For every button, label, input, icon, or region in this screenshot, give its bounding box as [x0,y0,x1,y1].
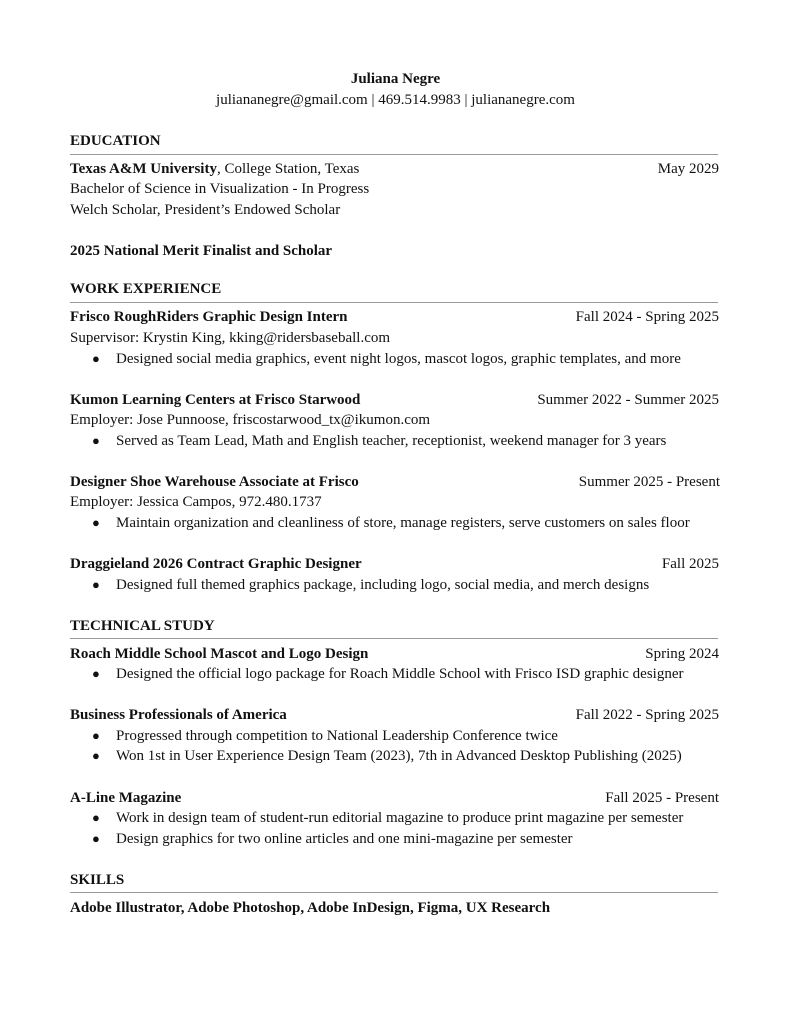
study-title-row [70,788,719,808]
graduation-date: May 2029 [657,161,719,177]
skills-heading: SKILLS [70,872,125,888]
job-title: Frisco RoughRiders Graphic Design Intern [70,309,348,325]
education-heading: EDUCATION [70,133,161,149]
job-title-row [70,554,719,574]
job-title: Designer Shoe Warehouse Associate at Frisco [70,474,359,490]
bullet-icon: ● [92,748,100,763]
section-divider [70,302,718,303]
job-contact: Supervisor: Krystin King, kking@ridersbaseball.com [70,330,391,346]
job-date: Fall 2025 [661,556,719,572]
list-item: ● Designed the official logo package for Roach Middle School with Frisco ISD graphic designer [92,666,684,682]
bullet-icon: ● [92,666,100,681]
section-divider [70,892,718,893]
list-item: ● Designed full themed graphics package, including logo, social media, and merch designs [92,577,650,593]
study-title: Business Professionals of America [70,707,287,723]
technical-study-heading: TECHNICAL STUDY [70,618,215,634]
work-experience-heading: WORK EXPERIENCE [70,281,222,297]
list-item: ● Won 1st in User Experience Design Team (2023), 7th in Advanced Desktop Publishing (2025) [92,748,682,764]
study-title-row [70,705,719,725]
job-contact: Employer: Jose Punnoose, friscostarwood_tx@ikumon.com [70,412,431,428]
study-title: A-Line Magazine [70,790,182,806]
school-location: , College Station, Texas [216,161,360,177]
applicant-name: Juliana Negre [350,71,441,87]
study-date: Fall 2022 - Spring 2025 [575,707,719,723]
list-item: ● Progressed through competition to National Leadership Conference twice [92,728,558,744]
education-school-row [70,159,719,179]
bullet-icon: ● [92,433,100,448]
bullet-icon: ● [92,577,100,592]
bullet-icon: ● [92,810,100,825]
section-divider [70,154,718,155]
section-divider [70,638,718,639]
job-title-row [70,472,720,492]
list-item: ● Work in design team of student-run editorial magazine to produce print magazine per semester [92,810,684,826]
bullet-icon: ● [92,831,100,846]
job-title-row [70,390,719,410]
skills-list: Adobe Illustrator, Adobe Photoshop, Adobe InDesign, Figma, UX Research [70,900,551,916]
list-item: ● Served as Team Lead, Math and English teacher, receptionist, weekend manager for 3 years [92,433,667,449]
study-title: Roach Middle School Mascot and Logo Design [70,646,369,662]
list-item: ● Design graphics for two online articles and one mini-magazine per semester [92,831,573,847]
job-title: Draggieland 2026 Contract Graphic Designer [70,556,362,572]
school-name: Texas A&M University [70,161,217,177]
bullet-icon: ● [92,351,100,366]
honors: Welch Scholar, President’s Endowed Scholar [70,202,341,218]
list-item: ● Designed social media graphics, event night logos, mascot logos, graphic templates, and more [92,351,681,367]
job-title: Kumon Learning Centers at Frisco Starwood [70,392,361,408]
study-date: Spring 2024 [645,646,719,662]
job-contact: Employer: Jessica Campos, 972.480.1737 [70,494,322,510]
degree: Bachelor of Science in Visualization - In Progress [70,181,370,197]
bullet-icon: ● [92,515,100,530]
job-date: Summer 2022 - Summer 2025 [537,392,719,408]
list-item: ● Maintain organization and cleanliness of store, manage registers, serve customers on sales floor [92,515,690,531]
job-date: Summer 2025 - Present [578,474,720,490]
job-title-row [70,307,719,327]
bullet-icon: ● [92,728,100,743]
contact-line: juliananegre@gmail.com | 469.514.9983 | juliananegre.com [216,92,575,108]
study-title-row [70,644,719,664]
study-date: Fall 2025 - Present [605,790,719,806]
resume-header [0,69,791,111]
job-date: Fall 2024 - Spring 2025 [575,309,719,325]
merit-award: 2025 National Merit Finalist and Scholar [70,243,333,259]
